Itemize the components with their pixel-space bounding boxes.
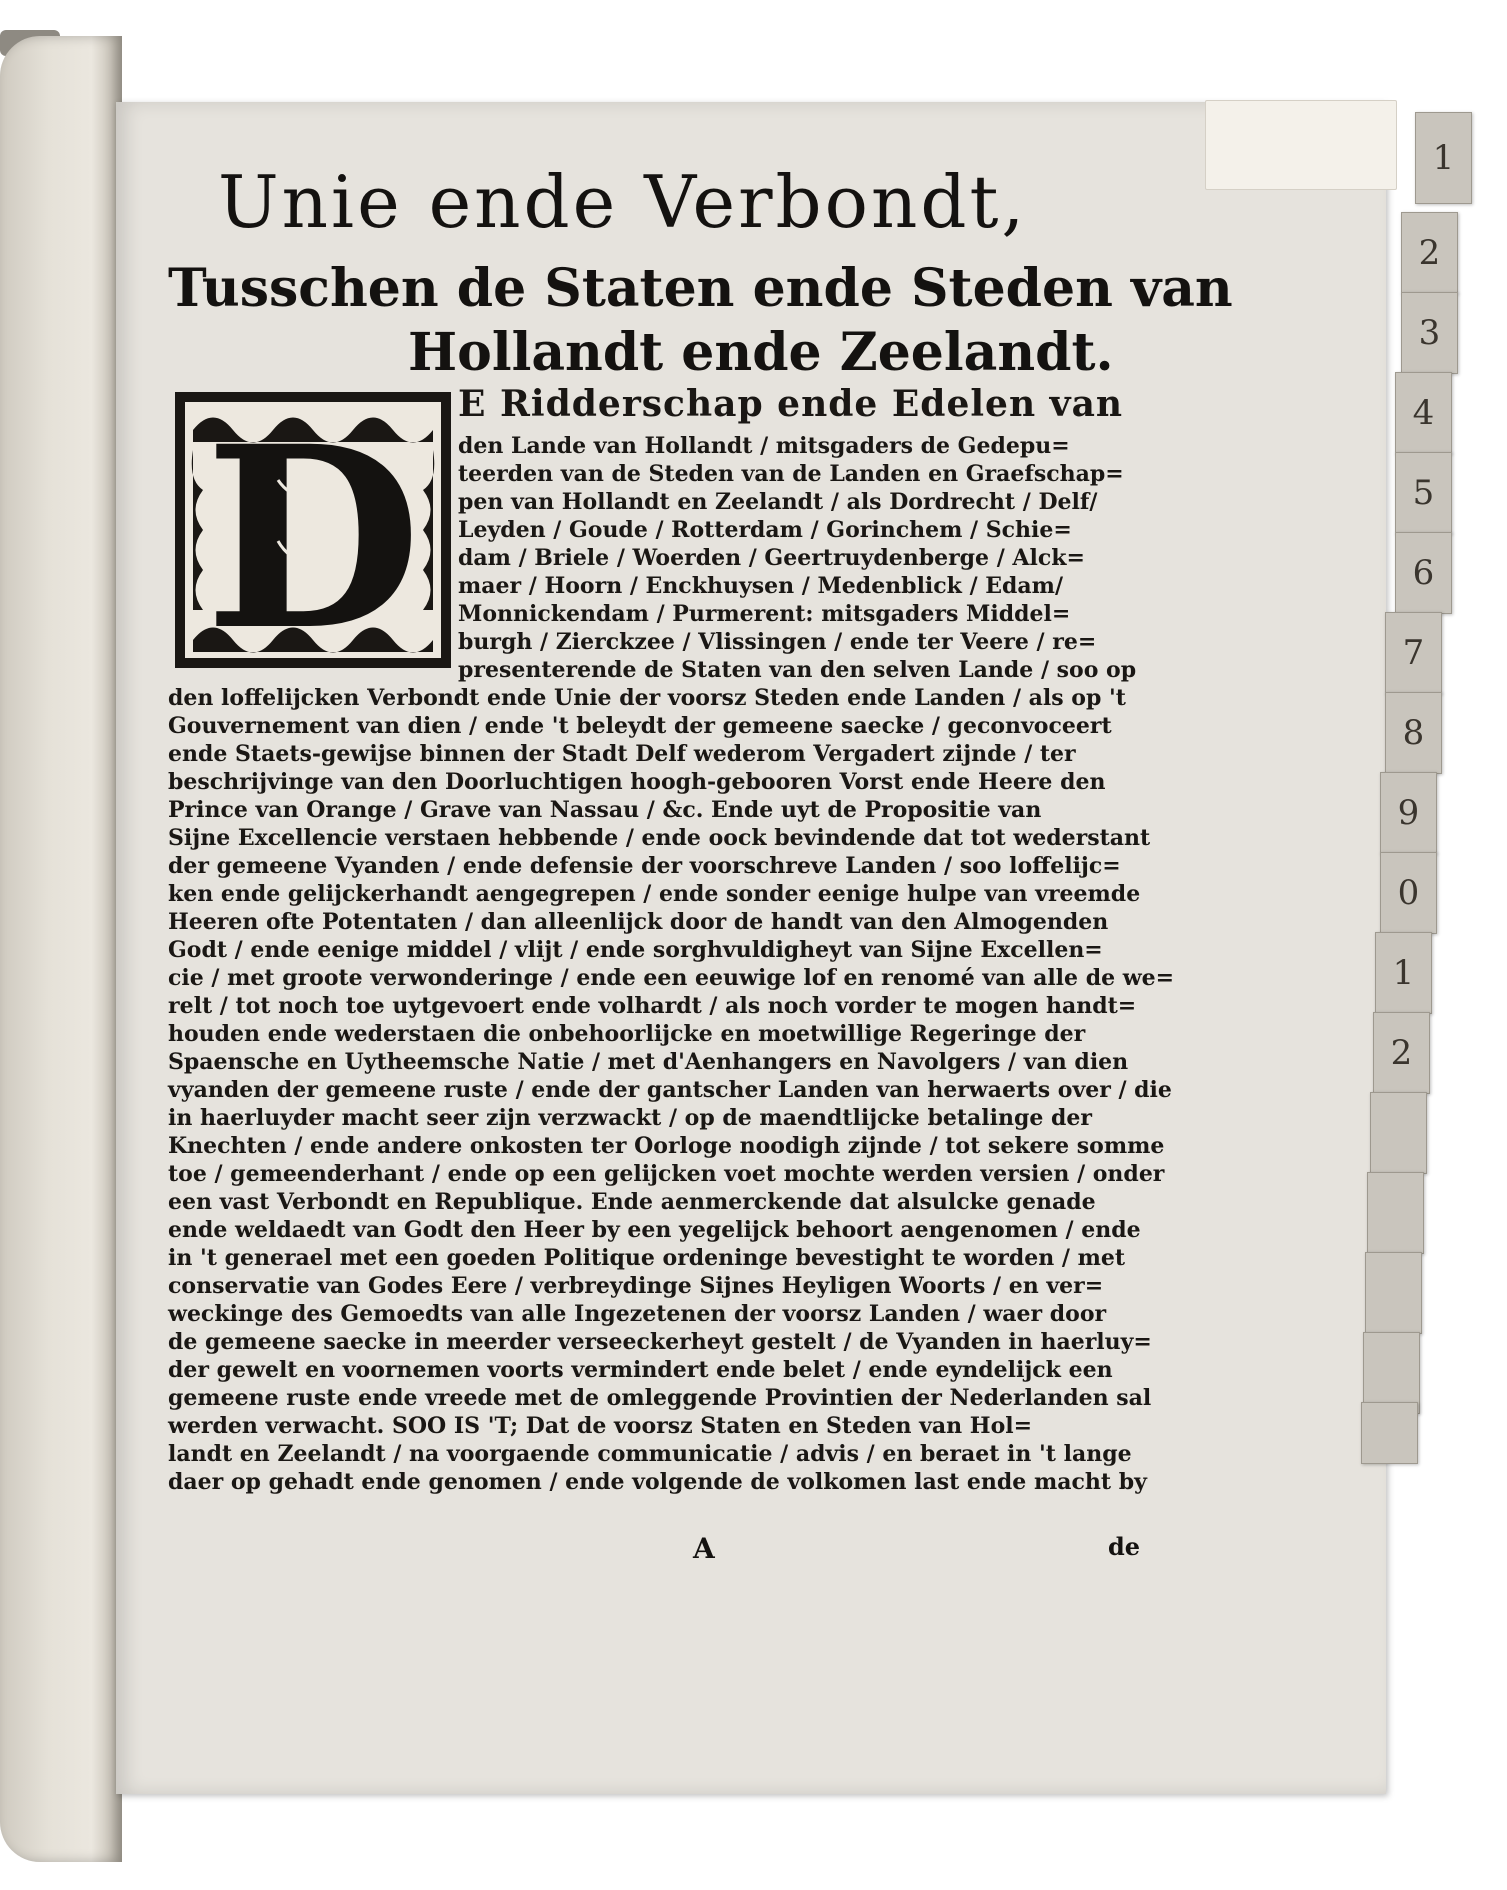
thumb-tab[interactable]: [1373, 1012, 1430, 1094]
text-line: Godt / ende eenige middel / vlijt / ende sorghvuldigheyt van Sijne Excellen=: [168, 937, 1103, 963]
text-line: de gemeene saecke in meerder verseeckerheyt gestelt / de Vyanden in haerluy=: [168, 1329, 1152, 1355]
text-line: E Ridderschap ende Edelen van: [458, 383, 1124, 425]
text-line: Knechten / ende andere onkosten ter Oorloge noodigh zijnde / tot sekere somme: [168, 1133, 1165, 1159]
text-line: Sijne Excellencie verstaen hebbende / ende oock bevindende dat tot wederstant: [168, 825, 1151, 851]
text-line: presenterende de Staten van den selven Lande / soo op: [458, 657, 1137, 683]
text-line: gemeene ruste ende vreede met de omleggende Provintien der Nederlanden sal: [168, 1385, 1152, 1411]
text-line: der gewelt en voornemen voorts vermindert ende belet / ende eyndelijck een: [168, 1357, 1113, 1383]
thumb-tab-label: 1: [1392, 953, 1415, 993]
thumb-tab-label: 4: [1412, 393, 1435, 433]
text-line: conservatie van Godes Eere / verbreydinge Sijnes Heyligen Woorts / en ver=: [168, 1273, 1104, 1299]
thumb-tab-label: 2: [1418, 233, 1441, 273]
paper-slip: [1205, 100, 1397, 190]
thumb-tab[interactable]: [1370, 1092, 1427, 1174]
thumb-tab[interactable]: [1395, 532, 1452, 614]
thumb-tab-label: 6: [1412, 553, 1435, 593]
text-line: Spaensche en Uytheemsche Natie / met d'Aenhangers en Navolgers / van dien: [168, 1049, 1129, 1075]
thumb-tab-label: 9: [1397, 793, 1420, 833]
thumb-tab[interactable]: [1380, 852, 1437, 934]
thumb-tab[interactable]: [1380, 772, 1437, 854]
thumb-tab[interactable]: [1395, 372, 1452, 454]
text-line: Gouvernement van dien / ende 't beleydt der gemeene saecke / geconvoceert: [168, 713, 1112, 739]
thumb-tab[interactable]: [1401, 212, 1458, 294]
page-title: Unie ende Verbondt,: [218, 160, 1028, 244]
left-page-edge: [0, 36, 122, 1862]
text-line: Heeren ofte Potentaten / dan alleenlijck door de handt van den Almogenden: [168, 909, 1109, 935]
text-line: Leyden / Goude / Rotterdam / Gorinchem / Schie=: [458, 517, 1072, 543]
text-line: den Lande van Hollandt / mitsgaders de Gedepu=: [458, 433, 1070, 459]
text-line: ken ende gelijckerhandt aengegrepen / ende sonder eenige hulpe van vreemde: [168, 881, 1141, 907]
text-line: werden verwacht. SOO IS 'T; Dat de voorsz Staten en Steden van Hol=: [168, 1413, 1033, 1439]
text-line: der gemeene Vyanden / ende defensie der voorschreve Landen / soo loffelijc=: [168, 853, 1121, 879]
page-subtitle: Tusschen de Staten ende Steden van: [168, 258, 1233, 319]
text-line: ende Staets-gewijse binnen der Stadt Delf wederom Vergadert zijnde / ter: [168, 741, 1076, 767]
thumb-tab-label: 7: [1402, 633, 1425, 673]
text-line: ende weldaedt van Godt den Heer by een yegelijck behoort aengenomen / ende: [168, 1217, 1141, 1243]
text-line: Monnickendam / Purmerent: mitsgaders Middel=: [458, 601, 1071, 627]
thumb-tab-label: 0: [1397, 873, 1420, 913]
thumb-tab[interactable]: [1385, 612, 1442, 694]
thumb-tab[interactable]: [1367, 1172, 1424, 1254]
thumb-tab-label: 1: [1432, 138, 1455, 178]
text-line: teerden van de Steden van de Landen en Graefschap=: [458, 461, 1124, 487]
text-line: in haerluyder macht seer zijn verzwackt / op de maendtlijcke betalinge der: [168, 1105, 1092, 1131]
text-line: maer / Hoorn / Enckhuysen / Medenblick / Edam/: [458, 573, 1063, 599]
text-line: een vast Verbondt en Republique. Ende aenmerckende dat alsulcke genade: [168, 1189, 1096, 1215]
thumb-tab[interactable]: [1401, 292, 1458, 374]
thumb-index-tabs: [1385, 102, 1455, 1462]
thumb-tab-label: 3: [1418, 313, 1441, 353]
text-line: pen van Hollandt en Zeelandt / als Dordrecht / Delf/: [458, 489, 1098, 515]
thumb-tab-label: 8: [1402, 713, 1425, 753]
text-line: cie / met groote verwonderinge / ende een eeuwige lof en renomé van alle de we=: [168, 965, 1175, 991]
text-line: in 't generael met een goeden Politique ordeninge bevestight te worden / met: [168, 1245, 1126, 1271]
initial-letter: D: [204, 391, 422, 670]
thumb-tab[interactable]: [1375, 932, 1432, 1014]
decorated-initial: [173, 390, 453, 670]
thumb-tab[interactable]: [1415, 112, 1472, 204]
page-subtitle-continued: Hollandt ende Zeelandt.: [408, 322, 1114, 383]
thumb-tab[interactable]: [1395, 452, 1452, 534]
text-line: burgh / Zierckzee / Vlissingen / ende ter Veere / re=: [458, 629, 1097, 655]
text-line: houden ende wederstaen die onbehoorlijcke en moetwillige Regeringe der: [168, 1021, 1086, 1047]
text-line: den loffelijcken Verbondt ende Unie der voorsz Steden ende Landen / als op 't: [168, 685, 1126, 711]
thumb-tab[interactable]: [1365, 1252, 1422, 1334]
text-line: vyanden der gemeene ruste / ende der gantscher Landen van herwaerts over / die: [168, 1077, 1172, 1103]
thumb-tab[interactable]: [1385, 692, 1442, 774]
text-line: dam / Briele / Woerden / Geertruydenberge / Alck=: [458, 545, 1085, 571]
thumb-tab[interactable]: [1361, 1402, 1418, 1464]
text-line: weckinge des Gemoedts van alle Ingezetenen der voorsz Landen / waer door: [168, 1301, 1107, 1327]
text-line: relt / tot noch toe uytgevoert ende volhardt / als noch vorder te mogen handt=: [168, 993, 1137, 1019]
text-line: Prince van Orange / Grave van Nassau / &c. Ende uyt de Propositie van: [168, 797, 1042, 823]
text-line: landt en Zeelandt / na voorgaende communicatie / advis / en beraet in 't lange: [168, 1441, 1132, 1467]
text-line: toe / gemeenderhant / ende op een gelijcken voet mochte werden versien / onder: [168, 1161, 1165, 1187]
thumb-tab-label: 2: [1390, 1033, 1413, 1073]
thumb-tab-label: 5: [1412, 473, 1435, 513]
signature-mark: A: [693, 1532, 715, 1565]
text-line: daer op gehadt ende genomen / ende volgende de volkomen last ende macht by: [168, 1469, 1147, 1495]
catchword: de: [1108, 1532, 1141, 1561]
text-line: beschrijvinge van den Doorluchtigen hoogh-gebooren Vorst ende Heere den: [168, 769, 1106, 795]
